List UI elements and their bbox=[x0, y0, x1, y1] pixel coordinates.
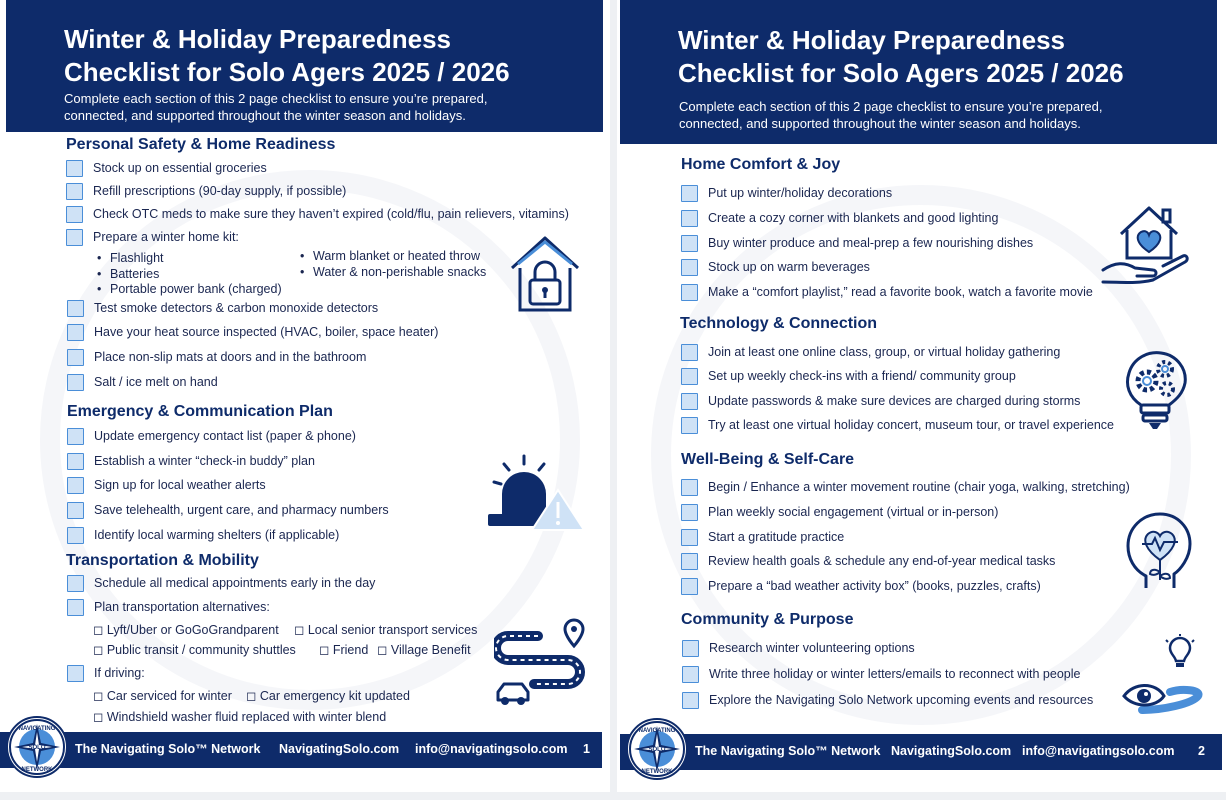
checkbox[interactable] bbox=[67, 324, 84, 341]
compass-icon bbox=[628, 720, 686, 778]
checkbox[interactable] bbox=[681, 210, 698, 227]
checkbox[interactable] bbox=[681, 504, 698, 521]
footer-org: The Navigating Solo™ Network bbox=[75, 742, 261, 756]
item-label: Salt / ice melt on hand bbox=[94, 375, 218, 389]
kit-item: • Warm blanket or heated throw bbox=[313, 248, 480, 264]
house-lock-icon bbox=[508, 234, 582, 314]
checkbox[interactable] bbox=[67, 527, 84, 544]
item-label: Explore the Navigating Solo Network upcoming events and resources bbox=[709, 693, 1094, 707]
item-label: Refill prescriptions (90-day supply, if possible) bbox=[93, 184, 347, 198]
page-number: 1 bbox=[583, 742, 590, 756]
transport-option[interactable]: ◻ Local senior transport services bbox=[294, 623, 478, 637]
item-label: Try at least one virtual holiday concert, museum tour, or travel experience bbox=[708, 418, 1114, 432]
checkbox[interactable] bbox=[681, 417, 698, 434]
driving-option[interactable]: ◻ Car emergency kit updated bbox=[246, 689, 410, 703]
checkbox[interactable] bbox=[681, 479, 698, 496]
kit-item: • Water & non-perishable snacks bbox=[313, 264, 486, 280]
section-title-community: Community & Purpose bbox=[681, 611, 854, 628]
page-footer bbox=[620, 734, 1222, 770]
checkbox[interactable] bbox=[67, 349, 84, 366]
checkbox[interactable] bbox=[67, 665, 84, 682]
page-header bbox=[620, 0, 1217, 144]
transport-option[interactable]: ◻ Lyft/Uber or GoGoGrandparent bbox=[93, 623, 279, 637]
title-line-1: Winter & Holiday Preparedness bbox=[64, 24, 451, 54]
checkbox[interactable] bbox=[67, 300, 84, 317]
lightbulb-gears-icon bbox=[1117, 343, 1191, 431]
house-heart-hand-icon bbox=[1101, 200, 1191, 286]
checkbox[interactable] bbox=[682, 666, 699, 683]
item-label: Buy winter produce and meal-prep a few nourishing dishes bbox=[708, 236, 1034, 250]
page-1 bbox=[0, 0, 610, 792]
checkbox[interactable] bbox=[67, 428, 84, 445]
checkbox[interactable] bbox=[681, 185, 698, 202]
checkbox[interactable] bbox=[681, 393, 698, 410]
footer-site-link[interactable]: NavigatingSolo.com bbox=[891, 744, 1012, 758]
checkbox[interactable] bbox=[682, 640, 699, 657]
item-label: Make a “comfort playlist,” read a favorite book, watch a favorite movie bbox=[708, 285, 1093, 299]
alarm-warning-icon bbox=[486, 454, 586, 534]
item-label: Prepare a winter home kit: bbox=[93, 230, 239, 244]
subtitle-line-2: connected, and supported throughout the winter season and holidays. bbox=[679, 116, 1081, 131]
title-line-2: Checklist for Solo Agers 2025 / 2026 bbox=[64, 57, 510, 87]
navigating-solo-logo bbox=[6, 716, 68, 778]
checkbox[interactable] bbox=[681, 235, 698, 252]
item-label: Review health goals & schedule any end-of-year medical tasks bbox=[708, 554, 1056, 568]
subtitle-line-2: connected, and supported throughout the winter season and holidays. bbox=[64, 108, 466, 123]
checkbox[interactable] bbox=[681, 344, 698, 361]
item-label: Plan weekly social engagement (virtual or in-person) bbox=[708, 505, 999, 519]
page-title bbox=[678, 24, 1208, 90]
logo-top-text: NAVIGATING bbox=[638, 728, 676, 734]
logo-bottom-text: NETWORK bbox=[641, 769, 673, 775]
navigating-solo-logo bbox=[626, 718, 688, 780]
item-label: Stock up on warm beverages bbox=[708, 260, 870, 274]
subtitle-line-1: Complete each section of this 2 page checklist to ensure you’re prepared, bbox=[679, 99, 1103, 114]
checkbox[interactable] bbox=[66, 206, 83, 223]
section-title-transportation: Transportation & Mobility bbox=[66, 552, 259, 569]
checkbox[interactable] bbox=[682, 692, 699, 709]
footer-email-link[interactable]: info@navigatingsolo.com bbox=[415, 742, 568, 756]
checkbox[interactable] bbox=[66, 229, 83, 246]
transport-option[interactable]: ◻ Village Benefit bbox=[377, 643, 471, 657]
mind-heart-icon bbox=[1120, 510, 1194, 590]
item-label: Identify local warming shelters (if applicable) bbox=[94, 528, 340, 542]
checkbox[interactable] bbox=[66, 160, 83, 177]
road-car-icon bbox=[494, 616, 588, 708]
item-label: Create a cozy corner with blankets and good lighting bbox=[708, 211, 999, 225]
page-footer bbox=[0, 732, 602, 768]
item-label: Stock up on essential groceries bbox=[93, 161, 267, 175]
title-line-2: Checklist for Solo Agers 2025 / 2026 bbox=[678, 58, 1124, 88]
section-title-wellbeing: Well-Being & Self-Care bbox=[681, 451, 855, 468]
logo-center-text: SOLO bbox=[28, 745, 46, 751]
checkbox[interactable] bbox=[681, 553, 698, 570]
item-label: Write three holiday or winter letters/emails to reconnect with people bbox=[709, 667, 1081, 681]
checkbox[interactable] bbox=[681, 368, 698, 385]
checkbox[interactable] bbox=[681, 578, 698, 595]
page-2 bbox=[617, 0, 1226, 792]
item-label: Research winter volunteering options bbox=[709, 641, 915, 655]
item-label: Prepare a “bad weather activity box” (books, puzzles, crafts) bbox=[708, 579, 1041, 593]
checkbox[interactable] bbox=[681, 529, 698, 546]
page-header bbox=[6, 0, 603, 132]
item-label: Save telehealth, urgent care, and pharmacy numbers bbox=[94, 503, 389, 517]
item-label: Test smoke detectors & carbon monoxide detectors bbox=[94, 301, 379, 315]
item-label: Update passwords & make sure devices are charged during storms bbox=[708, 394, 1081, 408]
logo-top-text: NAVIGATING bbox=[18, 726, 56, 732]
footer-org: The Navigating Solo™ Network bbox=[695, 744, 881, 758]
section-title-home-comfort: Home Comfort & Joy bbox=[681, 156, 841, 173]
driving-option[interactable]: ◻ Car serviced for winter bbox=[93, 689, 232, 703]
kit-item: • Batteries bbox=[110, 266, 159, 282]
item-label: Establish a winter “check-in buddy” plan bbox=[94, 454, 315, 468]
checkbox[interactable] bbox=[67, 502, 84, 519]
logo-bottom-text: NETWORK bbox=[21, 767, 53, 773]
title-line-1: Winter & Holiday Preparedness bbox=[678, 25, 1065, 55]
item-label: If driving: bbox=[94, 666, 145, 680]
page-subtitle bbox=[64, 90, 564, 124]
item-label: Set up weekly check-ins with a friend/ community group bbox=[708, 369, 1016, 383]
section-title-emergency: Emergency & Communication Plan bbox=[67, 403, 333, 420]
footer-email-link[interactable]: info@navigatingsolo.com bbox=[1022, 744, 1175, 758]
footer-site-link[interactable]: NavigatingSolo.com bbox=[279, 742, 400, 756]
item-label: Place non-slip mats at doors and in the bathroom bbox=[94, 350, 367, 364]
section-title-technology: Technology & Connection bbox=[680, 315, 878, 332]
item-label: Check OTC meds to make sure they haven’t expired (cold/flu, pain relievers, vitamins) bbox=[93, 207, 569, 221]
subtitle-line-1: Complete each section of this 2 page checklist to ensure you’re prepared, bbox=[64, 91, 488, 106]
checkbox[interactable] bbox=[67, 599, 84, 616]
checkbox[interactable] bbox=[67, 374, 84, 391]
kit-item: • Portable power bank (charged) bbox=[110, 281, 282, 297]
logo-center-text: SOLO bbox=[648, 747, 666, 753]
item-label: Begin / Enhance a winter movement routine (chair yoga, walking, stretching) bbox=[708, 480, 1130, 494]
item-label: Sign up for local weather alerts bbox=[94, 478, 266, 492]
item-label: Plan transportation alternatives: bbox=[94, 600, 270, 614]
checkbox[interactable] bbox=[67, 453, 84, 470]
checkbox[interactable] bbox=[67, 575, 84, 592]
item-label: Have your heat source inspected (HVAC, boiler, space heater) bbox=[94, 325, 439, 339]
section-title-safety: Personal Safety & Home Readiness bbox=[66, 136, 336, 153]
compass-icon bbox=[8, 718, 66, 776]
page-title bbox=[64, 23, 594, 89]
checkbox[interactable] bbox=[67, 477, 84, 494]
page-subtitle bbox=[679, 98, 1179, 132]
vision-path-icon bbox=[1122, 634, 1204, 714]
transport-option[interactable]: ◻ Friend bbox=[319, 643, 369, 657]
kit-item: • Flashlight bbox=[110, 250, 164, 266]
driving-option[interactable]: ◻ Windshield washer fluid replaced with winter blend bbox=[93, 710, 387, 724]
item-label: Schedule all medical appointments early in the day bbox=[94, 576, 376, 590]
checkbox[interactable] bbox=[66, 183, 83, 200]
item-label: Put up winter/holiday decorations bbox=[708, 186, 893, 200]
transport-option[interactable]: ◻ Public transit / community shuttles bbox=[93, 643, 296, 657]
checkbox[interactable] bbox=[681, 259, 698, 276]
item-label: Start a gratitude practice bbox=[708, 530, 845, 544]
item-label: Update emergency contact list (paper & phone) bbox=[94, 429, 356, 443]
checkbox[interactable] bbox=[681, 284, 698, 301]
page-number: 2 bbox=[1198, 744, 1205, 758]
item-label: Join at least one online class, group, or virtual holiday gathering bbox=[708, 345, 1061, 359]
